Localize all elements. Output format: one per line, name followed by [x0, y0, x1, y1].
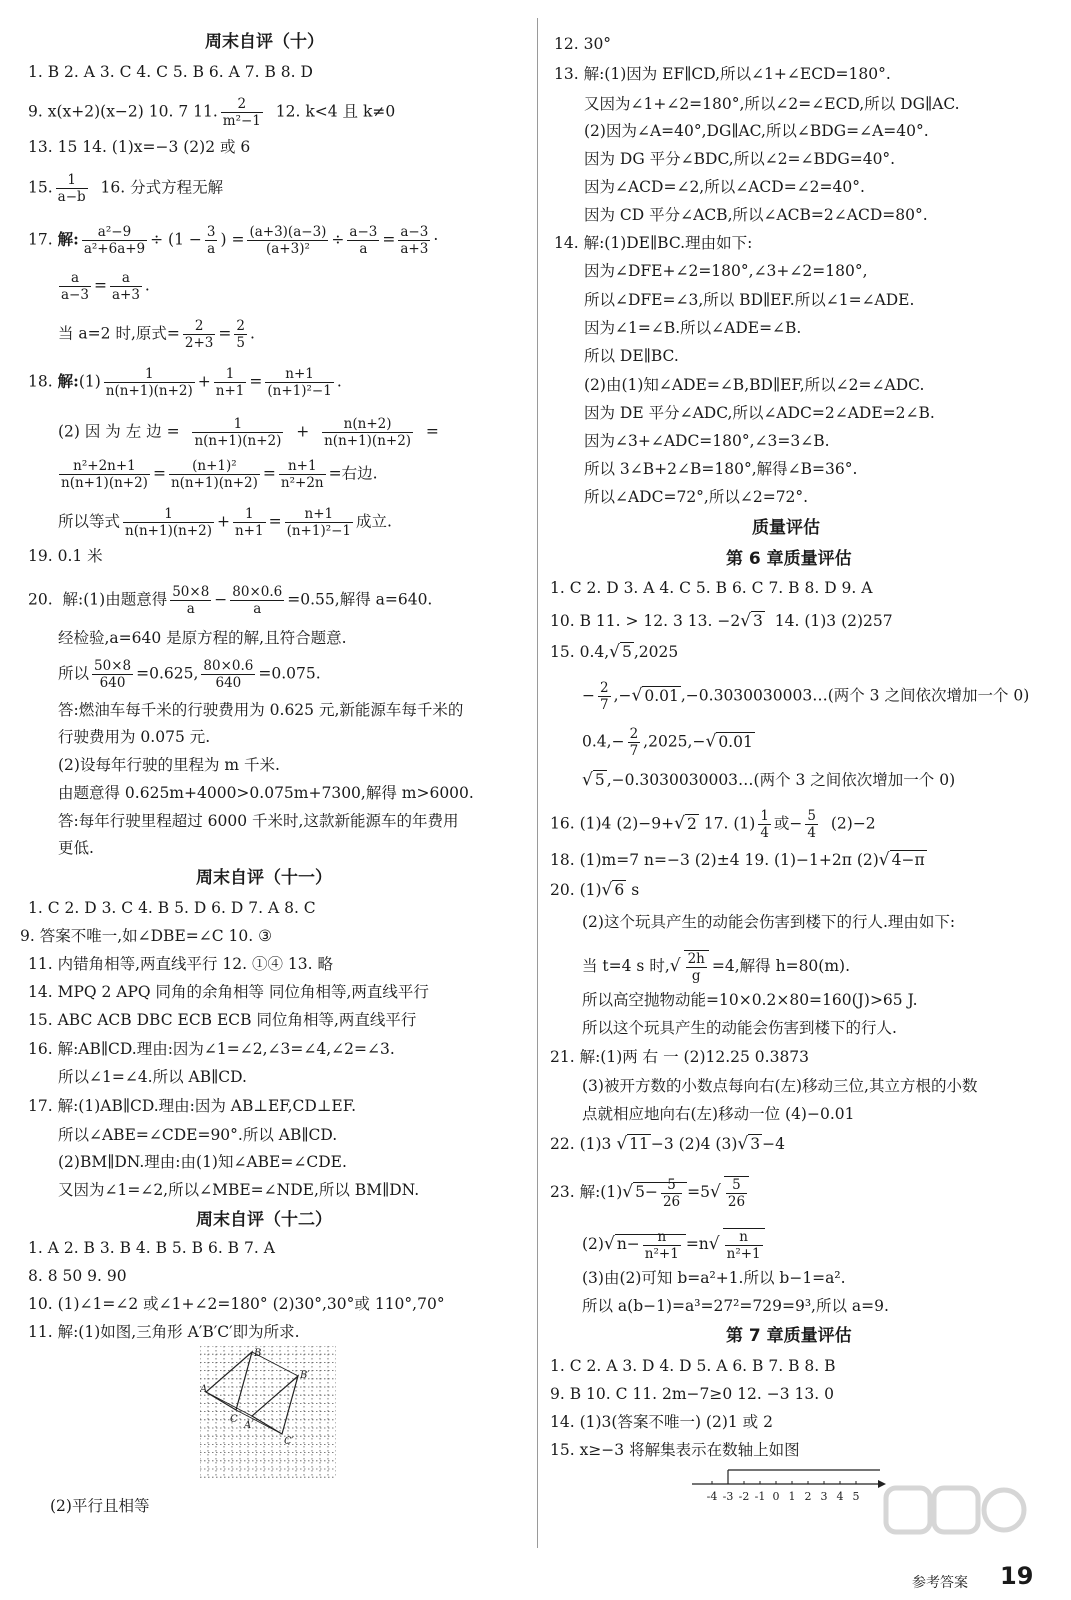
answer-line: 20. (1)√ 6 s [550, 880, 640, 900]
triangle-a-prime-b-prime-c-prime [252, 1376, 298, 1434]
answer-line: (3)被开方数的小数点每向右(左)移动三位,其立方根的小数 [582, 1077, 978, 1095]
answer-line: 13. 15 14. (1)x=−3 (2)2 或 6 [28, 138, 251, 156]
answer-line: 因为 DG 平分∠BDC,所以∠2=∠BDG=40°. [584, 150, 896, 168]
answer-line: 又因为∠1+∠2=180°,所以∠2=∠ECD,所以 DG∥AC. [584, 95, 960, 113]
answer-line: 16. 解:AB∥CD.理由:因为∠1=∠2,∠3=∠4,∠2=∠3. [28, 1040, 395, 1058]
answer-line: 8. 8 50 9. 90 [28, 1267, 127, 1285]
point-label: C [230, 1414, 238, 1425]
answer-line: 12. 30° [554, 35, 612, 53]
point-label: C′ [284, 1436, 294, 1447]
answer-line: 答:每年行驶里程超过 6000 千米时,这款新能源车的年费用 [58, 812, 459, 830]
answer-line: 11. 解:(1)如图,三角形 A′B′C′即为所求. [28, 1323, 300, 1341]
answer-line: (3)由(2)可知 b=a²+1.所以 b−1=a². [582, 1269, 846, 1287]
answer-line: 21. 解:(1)两 右 一 (2)12.25 0.3873 [550, 1048, 810, 1066]
answer-line: $\frac{a}{a-3}$ = $\frac{a}{a+3}$ . [61, 270, 150, 303]
watermark-logo [880, 1478, 1030, 1548]
number-line-tick-label: -1 [754, 1490, 766, 1503]
number-line-tick-label: 0 [772, 1490, 780, 1503]
section-title-11: 周末自评（十一） [196, 868, 332, 888]
answer-line: 0.4,− $\frac{2}{7}$ ,2025,−√ 0.01 [582, 726, 753, 759]
answer-line: 1. C 2. D 3. C 4. B 5. D 6. D 7. A 8. C [28, 899, 316, 917]
answer-line: 15. x≥−3 将解集表示在数轴上如图 [550, 1441, 800, 1459]
grid-figure [200, 1346, 336, 1478]
section-title-12: 周末自评（十二） [196, 1210, 332, 1230]
page-number: 19 [1000, 1562, 1034, 1590]
answer-line: (2)由(1)知∠ADE=∠B,BD∥EF,所以∠2=∠ADC. [584, 376, 925, 394]
answer-line: 13. 解:(1)因为 EF∥CD,所以∠1+∠ECD=180°. [554, 65, 891, 83]
point-label: B′ [300, 1370, 310, 1381]
number-line-tick-label: 1 [788, 1490, 796, 1503]
number-line-tick-label: -2 [738, 1490, 750, 1503]
answer-line: 10. B 11. > 12. 3 13. −2√ 3 14. (1)3 (2)257 [550, 611, 893, 631]
answer-line: 15. $\frac{1}{a-b}$ 16. 分式方程无解 [28, 172, 224, 205]
answer-line: 经检验,a=640 是原方程的解,且符合题意. [58, 629, 347, 647]
answer-line: (2)√ n− $\frac{n}{\text{n²+1}}$ =n√ $\frac{n}{\text{n²+1}}$ [582, 1228, 768, 1262]
answer-line: 22. (1)3 √ 11 −3 (2)4 (3)√ 3 −4 [550, 1134, 785, 1154]
section-title-10: 周末自评（十） [205, 32, 324, 52]
answer-line-20: 20. 解:(1)由题意得 $\frac{50\times 8}{a}$ − $\frac{80\times 0.6}{a}$ =0.55,解得 a=640. [28, 584, 433, 617]
answer-line: (2) 因 为 左 边 = $\frac{1}{n(n+1)(n+2)}$ + $\frac{n(n+2)}{n(n+1)(n+2)}$ = [58, 416, 439, 449]
answer-line: (2)这个玩具产生的动能会伤害到楼下的行人.理由如下: [582, 913, 956, 931]
answer-line: 当 a=2 时,原式= $\frac{2}{2+3}$ = $\frac{2}{5}$ . [58, 318, 255, 351]
answer-line: 18. (1)m=7 n=−3 (2)±4 19. (1)−1+2π (2)√ 4−π [550, 850, 925, 870]
answer-line: 所以∠1=∠4.所以 AB∥CD. [58, 1068, 247, 1086]
chapter-7-title: 第 7 章质量评估 [726, 1326, 852, 1346]
section-title-quality: 质量评估 [752, 518, 820, 538]
answer-line: 因为∠ACD=∠2,所以∠ACD=∠2=40°. [584, 178, 865, 196]
answer-line: 所以∠ABE=∠CDE=90°.所以 AB∥CD. [58, 1126, 338, 1144]
column-divider [537, 18, 538, 1548]
answer-line: 1. A 2. B 3. B 4. B 5. B 6. B 7. A [28, 1239, 275, 1257]
answer-line-17: 17. 解: $\frac{\text{a²−9}}{\text{a²+6a+9}}$ ÷ (1 − $\frac{3}{a}$ ) = $\frac{(a+3)(a-3)}{\text{(a+3)²}}$ ÷ $\frac{a-3}{a}$ = $\frac{a-3}{a+3}$ · [28, 224, 439, 257]
answer-line: 由题意得 0.625m+4000>0.075m+7300,解得 m>6000. [58, 784, 474, 802]
answer-line: 又因为∠1=∠2,所以∠MBE=∠NDE,所以 BM∥DN. [58, 1181, 420, 1199]
answer-line: 1. B 2. A 3. C 4. C 5. B 6. A 7. B 8. D [28, 63, 313, 81]
answer-line: 9. B 10. C 11. 2m−7≥0 12. −3 13. 0 [550, 1385, 834, 1403]
answer-line: 17. 解:(1)AB∥CD.理由:因为 AB⊥EF,CD⊥EF. [28, 1097, 356, 1115]
answer-line: (2)设每年行驶的里程为 m 千米. [58, 756, 280, 774]
number-line-tick-label: 4 [836, 1490, 844, 1503]
point-label: B [254, 1348, 262, 1359]
answer-line: 所以 $\frac{50\times 8}{640}$ =0.625, $\frac{80\times 0.6}{640}$ =0.075. [58, 658, 321, 691]
answer-line: 9. x(x+2)(x−2) 10. 7 11. $\frac{2}{\text{m²−1}}$ 12. k<4 且 k≠0 [28, 96, 396, 129]
answer-line: 1. C 2. A 3. D 4. D 5. A 6. B 7. B 8. B [550, 1357, 836, 1375]
answer-line: 14. (1)3(答案不唯一) (2)1 或 2 [550, 1413, 773, 1431]
answer-line: 所以等式 $\frac{1}{n(n+1)(n+2)}$ + $\frac{1}{n+1}$ = $\frac{n+1}{\text{(n+1)²−1}}$ 成立. [58, 506, 392, 539]
answer-line: 因为∠DFE+∠2=180°,∠3+∠2=180°, [584, 262, 868, 280]
number-line-tick-label: 3 [820, 1490, 828, 1503]
number-line [690, 1466, 890, 1510]
answer-line: 因为∠3+∠ADC=180°,∠3=3∠B. [584, 432, 830, 450]
answer-line: 点就相应地向右(左)移动一位 (4)−0.01 [582, 1105, 855, 1123]
answer-line: 16. (1)4 (2)−9+√ 2 17. (1) $\frac{1}{4}$ 或− $\frac{5}{4}$ (2)−2 [550, 808, 876, 841]
answer-line: − $\frac{2}{7}$ ,−√ 0.01 ,−0.3030030003…(两个 3 之间依次增加一个 0) [582, 680, 1030, 713]
answer-line: 当 t=4 s 时,√ $\frac{2h}{g}$ =4,解得 h=80(m). [582, 951, 851, 984]
answer-line: 所以这个玩具产生的动能会伤害到楼下的行人. [582, 1019, 897, 1037]
answer-line: 所以∠ADC=72°,所以∠2=72°. [584, 488, 809, 506]
answer-line: 答:燃油车每千米的行驶费用为 0.625 元,新能源车每千米的 [58, 701, 464, 719]
answer-line: 因为 DE 平分∠ADC,所以∠ADC=2∠ADE=2∠B. [584, 404, 935, 422]
answer-line: 所以高空抛物动能=10×0.2×80=160(J)>65 J. [582, 991, 918, 1009]
point-label: A [200, 1384, 208, 1395]
answer-line: 23. 解:(1)√ 5− $\frac{5}{26}$ =5√ $\frac{5}{26}$ [550, 1176, 752, 1210]
point-label: A′ [244, 1420, 254, 1431]
answer-line: (2)因为∠A=40°,DG∥AC,所以∠BDG=∠A=40°. [584, 122, 929, 140]
translation-line [236, 1410, 282, 1434]
answer-line: 更低. [58, 839, 94, 857]
answer-line: (2)平行且相等 [50, 1497, 150, 1515]
answer-line: 1. C 2. D 3. A 4. C 5. B 6. C 7. B 8. D 9. A [550, 579, 873, 597]
answer-line: 15. 0.4,√ 5 ,2025 [550, 642, 679, 662]
answer-line: 19. 0.1 米 [28, 547, 103, 565]
answer-line-18: 18. 解:(1) $\frac{1}{n(n+1)(n+2)}$ + $\frac{1}{n+1}$ = $\frac{n+1}{\text{(n+1)²−1}}$ . [28, 366, 342, 399]
footer-label: 参考答案 [912, 1575, 968, 1591]
answer-line: 14. 解:(1)DE∥BC.理由如下: [554, 234, 753, 252]
answer-line: 所以 3∠B+2∠B=180°,解得∠B=36°. [584, 460, 858, 478]
answer-line: 10. (1)∠1=∠2 或∠1+∠2=180° (2)30°,30°或 110°,70° [28, 1295, 445, 1313]
number-line-tick-label: -3 [722, 1490, 734, 1503]
answer-line: 15. ABC ACB DBC ECB ECB 同位角相等,两直线平行 [28, 1011, 417, 1029]
answer-line: (2)BM∥DN.理由:由(1)知∠ABE=∠CDE. [58, 1153, 347, 1171]
answer-line: 14. MPQ 2 APQ 同角的余角相等 同位角相等,两直线平行 [28, 983, 429, 1001]
answer-line: 11. 内错角相等,两直线平行 12. ①④ 13. 略 [28, 955, 334, 973]
triangle-abc [206, 1352, 252, 1410]
answer-line: $\frac{\text{n²+2n+1}}{n(n+1)(n+2)}$ = $\frac{\text{(n+1)²}}{n(n+1)(n+2)}$ = $\frac{n+1}{\text{n²+2n}}$ =右边. [61, 458, 378, 491]
number-line-tick-label: 5 [852, 1490, 860, 1503]
answer-line: √ 5 ,−0.3030030003…(两个 3 之间依次增加一个 0) [582, 770, 956, 790]
number-line-tick-label: -4 [706, 1490, 718, 1503]
number-line-tick-label: 2 [804, 1490, 812, 1503]
answer-line: 行驶费用为 0.075 元. [58, 728, 211, 746]
answer-line: 因为∠1=∠B.所以∠ADE=∠B. [584, 319, 802, 337]
answer-line: 因为 CD 平分∠ACB,所以∠ACB=2∠ACD=80°. [584, 206, 928, 224]
answer-line: 9. 答案不唯一,如∠DBE=∠C 10. ③ [20, 927, 272, 945]
chapter-6-title: 第 6 章质量评估 [726, 549, 852, 569]
answer-line: 所以∠DFE=∠3,所以 BD∥EF.所以∠1=∠ADE. [584, 291, 915, 309]
answer-line: 所以 DE∥BC. [584, 347, 679, 365]
answer-line: 所以 a(b−1)=a³=27²=729=9³,所以 a=9. [582, 1297, 889, 1315]
